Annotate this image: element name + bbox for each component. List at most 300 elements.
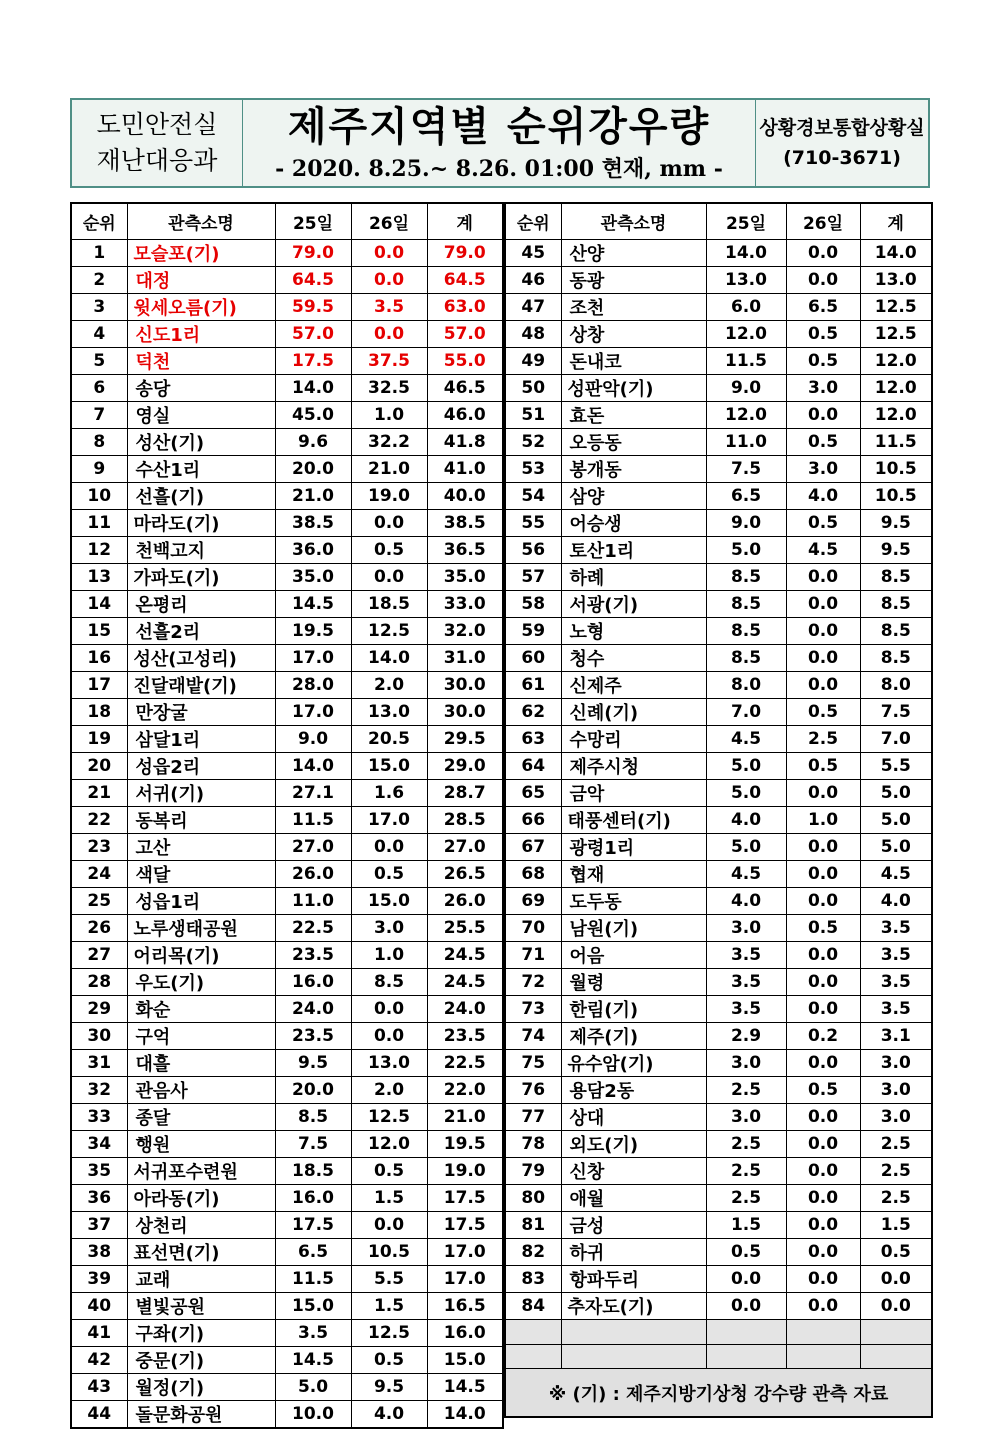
station-name-cell: 삼양 (561, 483, 706, 510)
table-row (505, 456, 932, 483)
day25-cell: 28.0 (275, 672, 351, 699)
table-row (71, 402, 503, 429)
table-row (71, 996, 503, 1023)
day26-cell: 1.6 (351, 780, 427, 807)
day26-cell: 0.0 (786, 1293, 860, 1320)
total-cell: 14.0 (427, 1401, 503, 1429)
rank-cell: 38 (71, 1239, 127, 1266)
rank-cell: 13 (71, 564, 127, 591)
day25-cell: 27.0 (275, 834, 351, 861)
day25-cell: 38.5 (275, 510, 351, 537)
day25-cell: 2.5 (706, 1185, 786, 1212)
station-name-cell: 성읍2리 (127, 753, 275, 780)
day26-cell: 0.0 (786, 1212, 860, 1239)
day26-cell: 0.0 (351, 1023, 427, 1050)
rank-cell: 81 (505, 1212, 561, 1239)
table-row (71, 915, 503, 942)
total-cell: 3.0 (860, 1050, 932, 1077)
rank-cell: 9 (71, 456, 127, 483)
day25-cell: 9.6 (275, 429, 351, 456)
total-cell: 13.0 (860, 267, 932, 294)
day25-cell: 3.5 (706, 969, 786, 996)
rank-cell: 76 (505, 1077, 561, 1104)
station-name-cell: 한림(기) (561, 996, 706, 1023)
station-name-cell: 돈내코 (561, 348, 706, 375)
day26-cell: 0.5 (786, 348, 860, 375)
rank-cell: 33 (71, 1104, 127, 1131)
total-cell: 31.0 (427, 645, 503, 672)
table-row (71, 591, 503, 618)
rank-cell: 63 (505, 726, 561, 753)
day26-cell: 0.0 (351, 564, 427, 591)
station-name-cell: 제주시청 (561, 753, 706, 780)
rank-cell: 30 (71, 1023, 127, 1050)
col-total: 계 (427, 203, 503, 240)
day26-cell: 0.5 (786, 699, 860, 726)
empty-row (505, 1344, 932, 1369)
station-name-cell: 표선면(기) (127, 1239, 275, 1266)
day25-cell: 8.5 (275, 1104, 351, 1131)
table-row (505, 915, 932, 942)
day25-cell: 19.5 (275, 618, 351, 645)
day26-cell: 0.0 (351, 510, 427, 537)
station-name-cell: 동복리 (127, 807, 275, 834)
col-rank: 순위 (505, 203, 561, 240)
table-row (71, 1023, 503, 1050)
total-cell: 3.0 (860, 1104, 932, 1131)
table-row (505, 429, 932, 456)
day25-cell: 6.5 (275, 1239, 351, 1266)
table-row (71, 645, 503, 672)
table-row (505, 1185, 932, 1212)
rank-cell: 52 (505, 429, 561, 456)
day26-cell: 13.0 (351, 699, 427, 726)
station-name-cell: 태풍센터(기) (561, 807, 706, 834)
day25-cell: 17.0 (275, 699, 351, 726)
total-cell: 38.5 (427, 510, 503, 537)
day26-cell: 32.2 (351, 429, 427, 456)
day25-cell: 6.0 (706, 294, 786, 321)
day25-cell: 7.0 (706, 699, 786, 726)
rank-cell: 46 (505, 267, 561, 294)
rank-cell: 48 (505, 321, 561, 348)
station-name-cell: 월정(기) (127, 1374, 275, 1401)
total-cell: 40.0 (427, 483, 503, 510)
station-name-cell: 구억 (127, 1023, 275, 1050)
table-row (71, 726, 503, 753)
station-name-cell: 수산1리 (127, 456, 275, 483)
day25-cell: 5.0 (706, 537, 786, 564)
table-row (505, 861, 932, 888)
station-name-cell: 선흘(기) (127, 483, 275, 510)
table-row (505, 834, 932, 861)
day25-cell: 17.0 (275, 645, 351, 672)
rank-cell: 75 (505, 1050, 561, 1077)
rank-cell: 22 (71, 807, 127, 834)
day26-cell: 0.0 (786, 1239, 860, 1266)
table-row (71, 780, 503, 807)
day26-cell: 0.0 (786, 942, 860, 969)
table-row (505, 1293, 932, 1320)
total-cell: 55.0 (427, 348, 503, 375)
rank-cell: 45 (505, 240, 561, 267)
total-cell: 8.5 (860, 591, 932, 618)
day26-cell: 19.0 (351, 483, 427, 510)
rank-cell: 11 (71, 510, 127, 537)
station-name-cell: 제주(기) (561, 1023, 706, 1050)
station-name-cell: 노루생태공원 (127, 915, 275, 942)
day26-cell: 0.0 (786, 780, 860, 807)
day26-cell: 12.5 (351, 1104, 427, 1131)
rank-cell: 56 (505, 537, 561, 564)
col-day26: 26일 (351, 203, 427, 240)
day26-cell: 0.0 (786, 1266, 860, 1293)
total-cell: 4.0 (860, 888, 932, 915)
day26-cell: 15.0 (351, 888, 427, 915)
table-row (71, 537, 503, 564)
station-name-cell: 하귀 (561, 1239, 706, 1266)
total-cell: 64.5 (427, 267, 503, 294)
table-row (71, 510, 503, 537)
total-cell: 5.5 (860, 753, 932, 780)
day26-cell: 9.5 (351, 1374, 427, 1401)
station-name-cell: 금성 (561, 1212, 706, 1239)
table-row (505, 1131, 932, 1158)
day25-cell: 2.5 (706, 1158, 786, 1185)
station-name-cell: 상창 (561, 321, 706, 348)
day25-cell: 17.5 (275, 348, 351, 375)
table-row (71, 240, 503, 267)
col-day25: 25일 (275, 203, 351, 240)
total-cell: 5.0 (860, 807, 932, 834)
station-name-cell: 토산1리 (561, 537, 706, 564)
table-row (71, 1266, 503, 1293)
station-name-cell: 애월 (561, 1185, 706, 1212)
day26-cell: 0.5 (351, 861, 427, 888)
office-phone: (710-3671) (783, 147, 901, 169)
total-cell: 15.0 (427, 1347, 503, 1374)
day26-cell: 1.5 (351, 1185, 427, 1212)
table-row (71, 1185, 503, 1212)
total-cell: 14.5 (427, 1374, 503, 1401)
table-row (71, 942, 503, 969)
table-row (71, 888, 503, 915)
day25-cell: 14.5 (275, 1347, 351, 1374)
day26-cell: 1.0 (351, 942, 427, 969)
total-cell: 46.0 (427, 402, 503, 429)
total-cell: 3.5 (860, 915, 932, 942)
total-cell: 12.0 (860, 375, 932, 402)
station-name-cell: 금악 (561, 780, 706, 807)
day26-cell: 0.0 (786, 861, 860, 888)
page-subtitle: - 2020. 8.25.~ 8.26. 01:00 현재, mm - (275, 156, 723, 182)
rainfall-table-right (504, 202, 933, 1418)
day26-cell: 0.0 (351, 834, 427, 861)
station-name-cell: 서귀(기) (127, 780, 275, 807)
rank-cell: 41 (71, 1320, 127, 1347)
day26-cell: 1.0 (351, 402, 427, 429)
department-line1: 도민안전실 (96, 110, 218, 139)
day25-cell: 3.5 (706, 996, 786, 1023)
table-row (505, 699, 932, 726)
table-row (71, 1347, 503, 1374)
station-name-cell: 어승생 (561, 510, 706, 537)
day25-cell: 11.0 (706, 429, 786, 456)
total-cell: 7.5 (860, 699, 932, 726)
total-cell: 4.5 (860, 861, 932, 888)
total-cell: 22.5 (427, 1050, 503, 1077)
rank-cell: 59 (505, 618, 561, 645)
total-cell: 11.5 (860, 429, 932, 456)
day26-cell: 6.5 (786, 294, 860, 321)
title-box (243, 100, 755, 186)
station-name-cell: 조천 (561, 294, 706, 321)
day25-cell: 7.5 (275, 1131, 351, 1158)
table-row (71, 1104, 503, 1131)
day26-cell: 0.0 (786, 645, 860, 672)
day25-cell: 57.0 (275, 321, 351, 348)
total-cell: 17.0 (427, 1239, 503, 1266)
day26-cell: 17.0 (351, 807, 427, 834)
day26-cell: 3.5 (351, 294, 427, 321)
day25-cell: 26.0 (275, 861, 351, 888)
day25-cell: 3.0 (706, 915, 786, 942)
station-name-cell: 별빛공원 (127, 1293, 275, 1320)
total-cell: 29.0 (427, 753, 503, 780)
table-row (71, 375, 503, 402)
total-cell: 14.0 (860, 240, 932, 267)
table-row (505, 537, 932, 564)
day25-cell: 21.0 (275, 483, 351, 510)
station-name-cell: 만장굴 (127, 699, 275, 726)
rank-cell: 47 (505, 294, 561, 321)
day26-cell: 0.5 (786, 321, 860, 348)
day26-cell: 0.0 (351, 321, 427, 348)
station-name-cell: 아라동(기) (127, 1185, 275, 1212)
total-cell: 16.5 (427, 1293, 503, 1320)
total-cell: 17.5 (427, 1212, 503, 1239)
station-name-cell: 교래 (127, 1266, 275, 1293)
day26-cell: 0.0 (351, 240, 427, 267)
day26-cell: 10.5 (351, 1239, 427, 1266)
day26-cell: 37.5 (351, 348, 427, 375)
rank-cell: 43 (71, 1374, 127, 1401)
day25-cell: 3.0 (706, 1050, 786, 1077)
station-name-cell: 진달래밭(기) (127, 672, 275, 699)
table-row (505, 969, 932, 996)
station-name-cell: 어리목(기) (127, 942, 275, 969)
station-name-cell: 도두동 (561, 888, 706, 915)
rank-cell: 44 (71, 1401, 127, 1429)
day26-cell: 0.0 (786, 564, 860, 591)
day26-cell: 18.5 (351, 591, 427, 618)
rank-cell: 53 (505, 456, 561, 483)
station-name-cell: 하례 (561, 564, 706, 591)
table-row (71, 1131, 503, 1158)
total-cell: 32.0 (427, 618, 503, 645)
station-name-cell: 중문(기) (127, 1347, 275, 1374)
rank-cell: 55 (505, 510, 561, 537)
rank-cell: 12 (71, 537, 127, 564)
station-name-cell: 용담2동 (561, 1077, 706, 1104)
day26-cell: 0.0 (351, 1212, 427, 1239)
total-cell: 24.5 (427, 969, 503, 996)
table-body-left (71, 240, 503, 1429)
rank-cell: 50 (505, 375, 561, 402)
total-cell: 16.0 (427, 1320, 503, 1347)
rank-cell: 19 (71, 726, 127, 753)
day26-cell: 2.0 (351, 1077, 427, 1104)
rank-cell: 32 (71, 1077, 127, 1104)
station-name-cell: 삼달1리 (127, 726, 275, 753)
total-cell: 12.0 (860, 348, 932, 375)
day25-cell: 16.0 (275, 969, 351, 996)
day25-cell: 5.0 (275, 1374, 351, 1401)
rank-cell: 27 (71, 942, 127, 969)
total-cell: 3.5 (860, 969, 932, 996)
table-row (505, 240, 932, 267)
station-name-cell: 대정 (127, 267, 275, 294)
station-name-cell: 봉개동 (561, 456, 706, 483)
day25-cell: 0.0 (706, 1266, 786, 1293)
rank-cell: 16 (71, 645, 127, 672)
day25-cell: 16.0 (275, 1185, 351, 1212)
total-cell: 8.5 (860, 618, 932, 645)
station-name-cell: 종달 (127, 1104, 275, 1131)
station-name-cell: 대흘 (127, 1050, 275, 1077)
total-cell: 8.0 (860, 672, 932, 699)
rank-cell: 57 (505, 564, 561, 591)
day26-cell: 0.0 (786, 240, 860, 267)
station-name-cell: 산양 (561, 240, 706, 267)
table-row (71, 456, 503, 483)
day25-cell: 24.0 (275, 996, 351, 1023)
total-cell: 33.0 (427, 591, 503, 618)
rank-cell: 80 (505, 1185, 561, 1212)
station-name-cell: 우도(기) (127, 969, 275, 996)
day26-cell: 0.5 (351, 1158, 427, 1185)
office-box (755, 100, 928, 186)
total-cell: 36.5 (427, 537, 503, 564)
station-name-cell: 상천리 (127, 1212, 275, 1239)
day25-cell: 9.5 (275, 1050, 351, 1077)
table-row (505, 267, 932, 294)
rank-cell: 71 (505, 942, 561, 969)
rank-cell: 66 (505, 807, 561, 834)
table-row (71, 1158, 503, 1185)
day26-cell: 1.0 (786, 807, 860, 834)
rank-cell: 24 (71, 861, 127, 888)
rank-cell: 35 (71, 1158, 127, 1185)
col-day26: 26일 (786, 203, 860, 240)
day25-cell: 4.0 (706, 888, 786, 915)
table-row (505, 618, 932, 645)
rank-cell: 64 (505, 753, 561, 780)
station-name-cell: 신창 (561, 1158, 706, 1185)
day26-cell: 1.5 (351, 1293, 427, 1320)
total-cell: 8.5 (860, 645, 932, 672)
rank-cell: 58 (505, 591, 561, 618)
day25-cell: 4.5 (706, 861, 786, 888)
day25-cell: 4.0 (706, 807, 786, 834)
table-row (505, 348, 932, 375)
day26-cell: 14.0 (351, 645, 427, 672)
table-row (505, 672, 932, 699)
total-cell: 19.0 (427, 1158, 503, 1185)
day25-cell: 7.5 (706, 456, 786, 483)
rank-cell: 73 (505, 996, 561, 1023)
day25-cell: 36.0 (275, 537, 351, 564)
rank-cell: 74 (505, 1023, 561, 1050)
station-name-cell: 협재 (561, 861, 706, 888)
rank-cell: 6 (71, 375, 127, 402)
rank-cell: 37 (71, 1212, 127, 1239)
rank-cell: 40 (71, 1293, 127, 1320)
day26-cell: 4.5 (786, 537, 860, 564)
office-name: 상황경보통합상황실 (759, 117, 925, 139)
total-cell: 3.0 (860, 1077, 932, 1104)
day26-cell: 0.5 (351, 537, 427, 564)
day25-cell: 10.0 (275, 1401, 351, 1429)
total-cell: 79.0 (427, 240, 503, 267)
table-body-right (505, 240, 932, 1320)
table-row (71, 294, 503, 321)
day26-cell: 0.0 (786, 1131, 860, 1158)
table-row (505, 780, 932, 807)
day25-cell: 2.5 (706, 1077, 786, 1104)
table-row (71, 1077, 503, 1104)
day26-cell: 0.5 (786, 429, 860, 456)
day25-cell: 64.5 (275, 267, 351, 294)
table-row (505, 375, 932, 402)
table-row (505, 645, 932, 672)
total-cell: 26.5 (427, 861, 503, 888)
day25-cell: 2.5 (706, 1131, 786, 1158)
total-cell: 3.5 (860, 996, 932, 1023)
total-cell: 0.0 (860, 1293, 932, 1320)
rank-cell: 65 (505, 780, 561, 807)
day25-cell: 5.0 (706, 753, 786, 780)
day26-cell: 13.0 (351, 1050, 427, 1077)
station-name-cell: 신도1리 (127, 321, 275, 348)
station-name-cell: 가파도(기) (127, 564, 275, 591)
day25-cell: 8.5 (706, 591, 786, 618)
rank-cell: 82 (505, 1239, 561, 1266)
rank-cell: 61 (505, 672, 561, 699)
table-row (71, 969, 503, 996)
station-name-cell: 돌문화공원 (127, 1401, 275, 1429)
rank-cell: 83 (505, 1266, 561, 1293)
table-row (71, 1320, 503, 1347)
rank-cell: 42 (71, 1347, 127, 1374)
rank-cell: 28 (71, 969, 127, 996)
day26-cell: 0.5 (786, 510, 860, 537)
total-cell: 9.5 (860, 537, 932, 564)
rank-cell: 29 (71, 996, 127, 1023)
table-row (505, 1158, 932, 1185)
day26-cell: 15.0 (351, 753, 427, 780)
table-row (505, 996, 932, 1023)
source-note: ※ (기) : 제주지방기상청 강수량 관측 자료 (505, 1369, 932, 1418)
rank-cell: 60 (505, 645, 561, 672)
total-cell: 24.0 (427, 996, 503, 1023)
col-station: 관측소명 (127, 203, 275, 240)
day26-cell: 3.0 (351, 915, 427, 942)
day25-cell: 18.5 (275, 1158, 351, 1185)
rank-cell: 31 (71, 1050, 127, 1077)
table-row (71, 348, 503, 375)
day25-cell: 6.5 (706, 483, 786, 510)
